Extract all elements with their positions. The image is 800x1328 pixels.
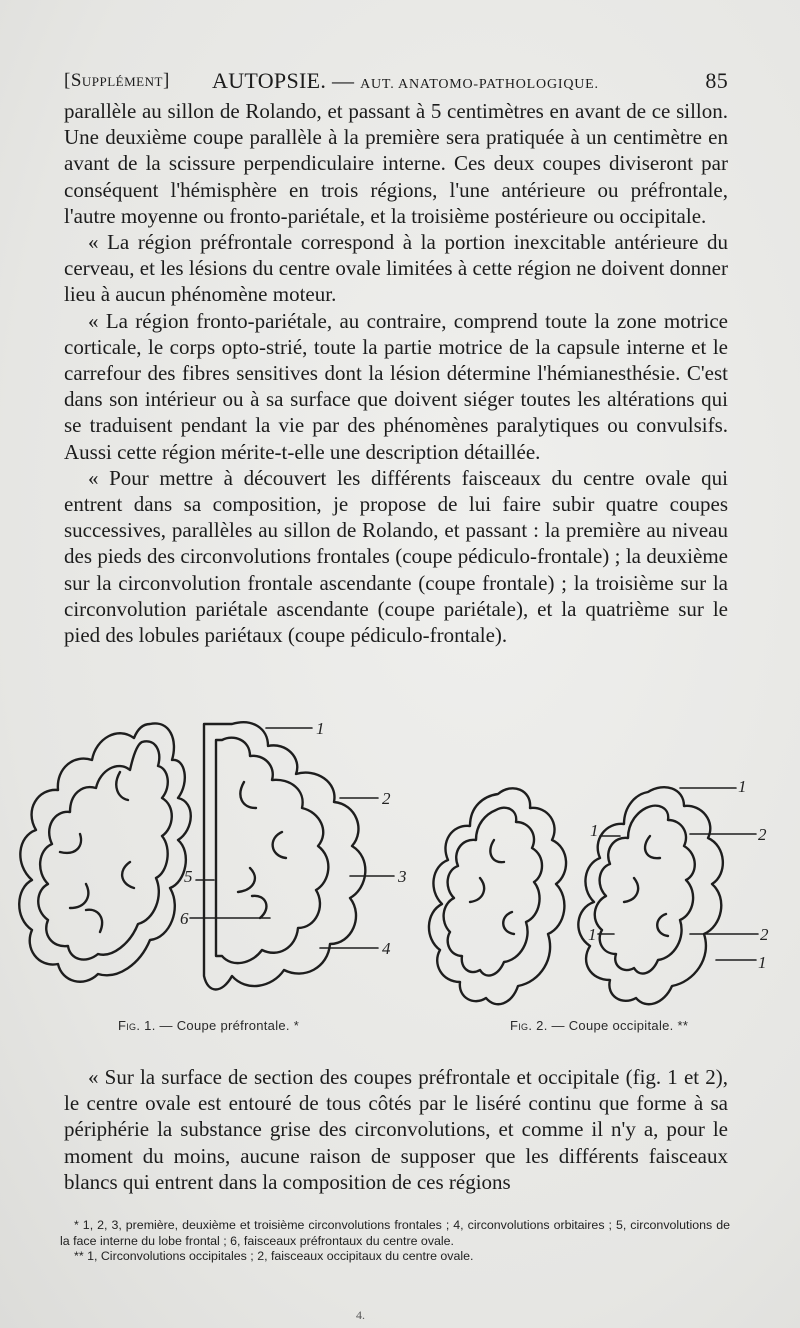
header-title: AUTOPSIE. — AUT. ANATOMO-PATHOLOGIQUE.: [212, 68, 599, 93]
running-header: [64, 68, 728, 98]
brain-sections-illustration: [0, 712, 800, 1022]
fig2-label-2a: 2: [758, 825, 767, 844]
paragraph-3: « La région fronto-pariétale, au contraire, comprend toute la zone motrice corticale, le corps opto-strié, toute la partie motrice de la capsule interne et le carrefour des fibres sensitives dont la lésion détermine l'hémianesthésie. C'est dans son intérieur ou à sa surface que doivent siéger toutes les altérations qui se traduisent pendant la vie par des phénomènes paralytiques ou convulsifs. Aussi cette région mérite-t-elle une description détaillée.: [64, 308, 728, 464]
fig1-caption: Fig. 1. — Coupe préfrontale. *: [118, 1018, 300, 1033]
header-section: [Supplément]: [64, 70, 170, 91]
fig2-label-1b: 1: [590, 821, 599, 840]
fig2-label-2b: 2: [760, 925, 769, 944]
body-text: [64, 98, 728, 648]
fig1-label-4: 4: [382, 939, 391, 958]
paragraph-5: « Sur la surface de section des coupes préfrontale et occipitale (fig. 1 et 2), le centre ovale est entouré de tous côtés par le liséré continu que forme à sa périphérie la substance grise des circonvolutions, et comme il n'y a, pour le moment du moins, aucune raison de supposer que les différents faisceaux blancs qui entrent dans la composition de ces régions: [64, 1065, 728, 1194]
signature-mark: 4.: [356, 1308, 365, 1322]
footnote-1: * 1, 2, 3, première, deuxième et troisième circonvolutions frontales ; 4, circonvolutions orbitaires ; 5, circonvolutions de la face interne du lobe frontal ; 6, faisceaux préfrontaux du centre ovale.: [60, 1218, 730, 1248]
body-text-continued: [64, 1064, 728, 1195]
fig1-label-2: 2: [382, 789, 391, 808]
fig1-label-6: 6: [180, 909, 189, 928]
paragraph-2: « La région préfrontale correspond à la portion inexcitable antérieure du cerveau, et les lésions du centre ovale limitées à cette région ne doivent donner lieu à aucun phénomène moteur.: [64, 230, 728, 307]
fig2-label-1c: 1: [588, 925, 597, 944]
footnotes: [60, 1218, 730, 1265]
fig2-label-1a: 1: [738, 777, 747, 796]
paragraph-1: parallèle au sillon de Rolando, et passant à 5 centimètres en avant de ce sillon. Une deuxième coupe parallèle à la première sera pratiquée à un centimètre en avant de la scissure perpendiculaire interne. Ces deux coupes diviseront par conséquent l'hémisphère en trois régions, l'une antérieure ou préfrontale, l'autre moyenne ou fronto-pariétale, et la troisième postérieure ou occipitale.: [64, 99, 728, 228]
fig2-label-1d: 1: [758, 953, 767, 972]
fig1-left-section-outline: [19, 723, 191, 981]
fig2-caption: Fig. 2. — Coupe occipitale. **: [510, 1018, 689, 1033]
page-number: 85: [705, 68, 728, 93]
fig1-label-5: 5: [184, 867, 193, 886]
fig1-label-3: 3: [398, 867, 407, 886]
fig1-label-1: 1: [316, 719, 325, 738]
paragraph-4: « Pour mettre à découvert les différents faisceaux du centre ovale qui entrent dans sa composition, je propose de lui faire subir quatre coupes successives, parallèles au sillon de Rolando, et passant : la première au niveau des pieds des circonvolutions frontales (coupe pédiculo-frontale) ; la deuxième sur la circonvolution frontale ascendante (coupe frontale) ; la troisième sur la circonvolution pariétale ascendante (coupe pariétale), et la quatrième sur le pied des lobules pariétaux (coupe pédiculo-frontale).: [64, 465, 728, 648]
footnote-2: ** 1, Circonvolutions occipitales ; 2, faisceaux occipitaux du centre ovale.: [74, 1249, 474, 1263]
figures-area: [0, 712, 800, 1042]
